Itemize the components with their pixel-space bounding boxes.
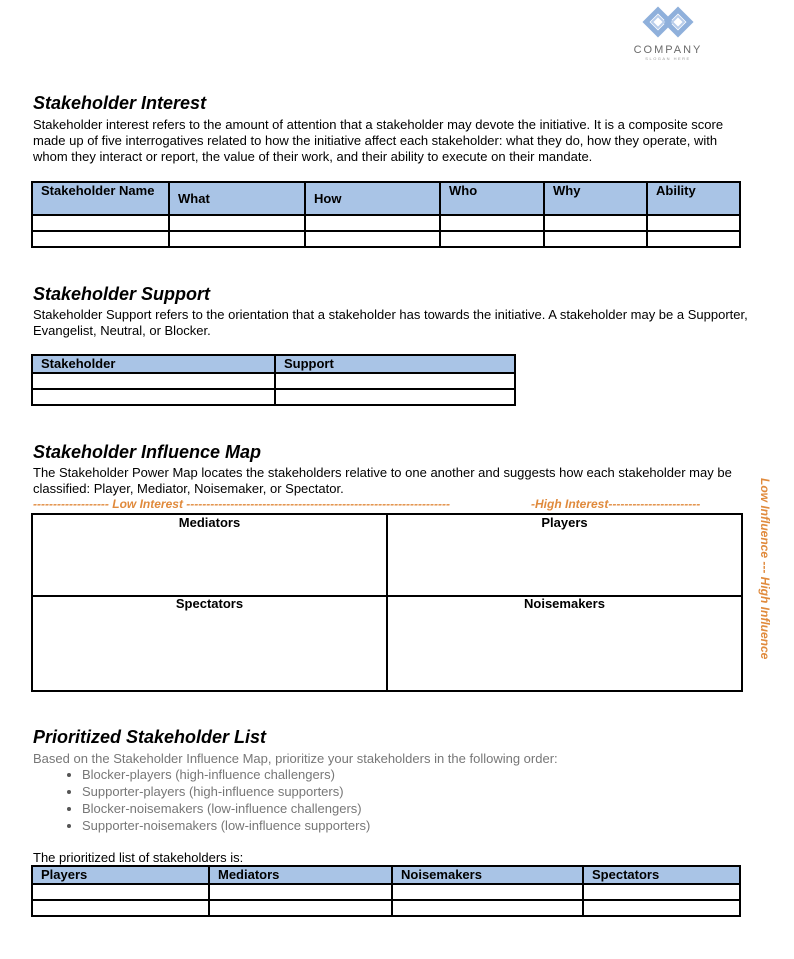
prioritized-intro: Based on the Stakeholder Influence Map, prioritize your stakeholders in the following order: <box>33 751 558 766</box>
table-row <box>32 215 740 231</box>
table-row <box>32 231 740 247</box>
interest-header-ability: Ability <box>647 182 740 215</box>
list-item: • Blocker-noisemakers (low-influence challengers) <box>82 800 370 817</box>
table-row <box>32 373 515 389</box>
high-interest-label: -High Interest----------------------- <box>531 497 701 511</box>
list-item: • Supporter-noisemakers (low-influence supporters) <box>82 817 370 834</box>
interest-header-who: Who <box>440 182 544 215</box>
prioritized-header-mediators: Mediators <box>209 866 392 884</box>
table-row <box>32 884 740 900</box>
influence-body: The Stakeholder Power Map locates the stakeholders relative to one another and suggests how each stakeholder may be classified: Player, Mediator, Noisemaker, or Spectator. <box>33 465 732 496</box>
interest-header-why: Why <box>544 182 647 215</box>
table-row <box>32 389 515 405</box>
interest-table <box>31 181 741 248</box>
diamond-logo-icon <box>632 0 704 44</box>
prioritized-title: Prioritized Stakeholder List <box>33 727 267 747</box>
interest-header-what: What <box>169 182 305 215</box>
company-name: COMPANY <box>633 44 703 56</box>
support-table <box>31 354 516 406</box>
support-header-stakeholder: Stakeholder <box>32 355 275 373</box>
support-body: Stakeholder Support refers to the orientation that a stakeholder has towards the initiative. A stakeholder may be a Supporter, Evangelist, Neutral, or Blocker. <box>33 307 748 338</box>
influence-title: Stakeholder Influence Map <box>33 442 262 462</box>
prioritized-list-label: The prioritized list of stakeholders is: <box>33 850 244 865</box>
company-slogan: SLOGAN HERE <box>645 56 691 61</box>
interest-body: Stakeholder interest refers to the amount of attention that a stakeholder may devote the initiative. It is a composite score made up of five interrogatives related to how the initiative affect each stakeholder: what they do, how they operate, with whom they interact or report, the value of their work, and their ability to execute on their mandate. <box>33 117 724 164</box>
support-header-support: Support <box>275 355 515 373</box>
interest-header-how: How <box>305 182 440 215</box>
interest-header-name: Stakeholder Name <box>32 182 169 215</box>
low-interest-label: ------------------- Low Interest ------------------------------------------------------------------ <box>33 497 451 511</box>
quadrant-mediators: Mediators <box>178 515 241 530</box>
prioritized-table <box>31 865 741 917</box>
interest-title: Stakeholder Interest <box>33 93 207 113</box>
support-title: Stakeholder Support <box>33 284 211 304</box>
quadrant-noisemakers: Noisemakers <box>524 596 605 611</box>
company-logo <box>618 0 718 66</box>
prioritized-header-players: Players <box>32 866 209 884</box>
influence-map <box>31 513 743 692</box>
influence-axis-label: Low Influence --- High Influence <box>758 478 772 660</box>
table-row <box>32 900 740 916</box>
priority-order-list <box>48 766 370 834</box>
prioritized-header-spectators: Spectators <box>583 866 740 884</box>
quadrant-spectators: Spectators <box>175 596 244 611</box>
quadrant-players: Players <box>541 515 588 530</box>
list-item: • Blocker-players (high-influence challengers) <box>82 766 370 783</box>
prioritized-header-noisemakers: Noisemakers <box>392 866 583 884</box>
list-item: • Supporter-players (high-influence supporters) <box>82 783 370 800</box>
